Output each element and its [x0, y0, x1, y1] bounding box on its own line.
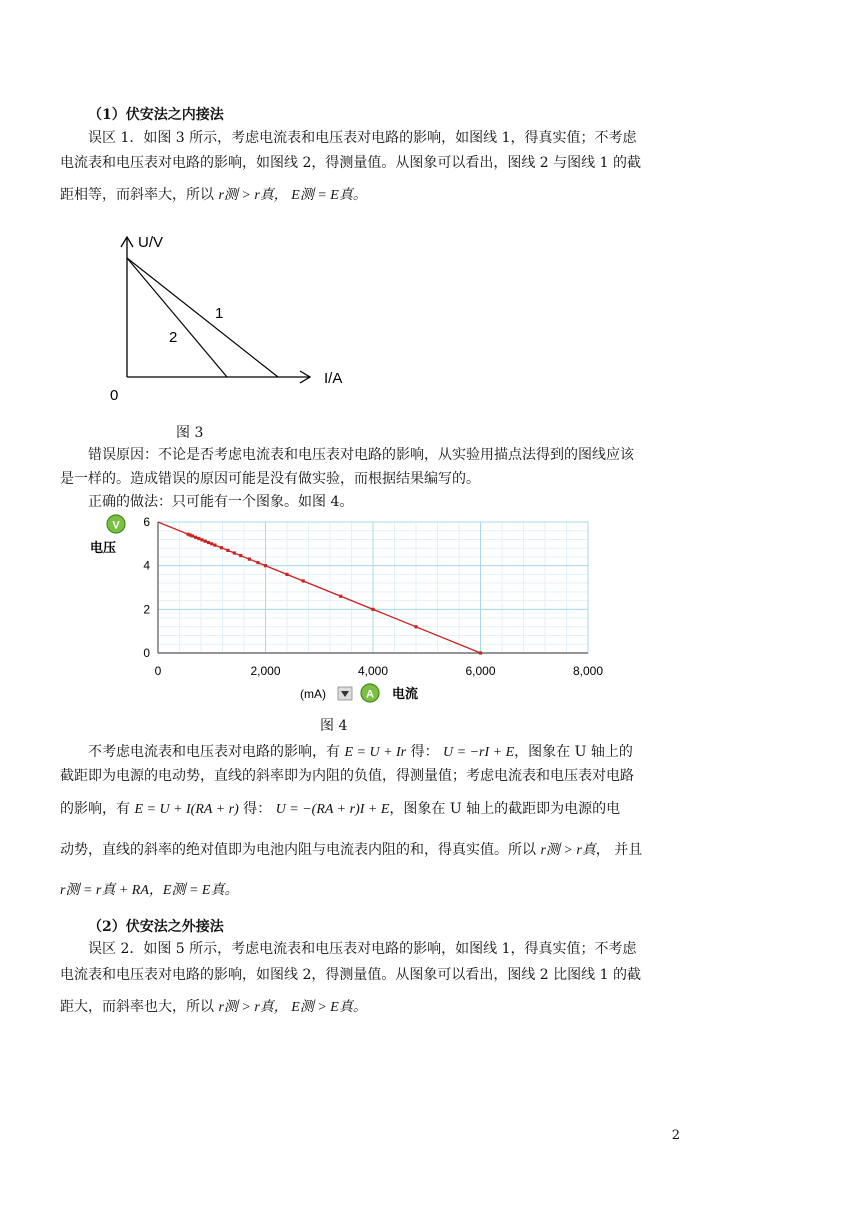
data-point — [256, 561, 259, 564]
data-point — [197, 537, 200, 540]
para2-d-end: ， 并且 — [595, 842, 643, 858]
y-tick-label: 0 — [143, 646, 150, 660]
fig4-x-unit: (mA) — [300, 687, 326, 701]
fig3-label-1: 1 — [215, 305, 224, 322]
data-point — [204, 540, 207, 543]
section1-line-b: 电流表和电压表对电路的影响，如图线 2，得测量值。从图象可以看出，图线 2 与图线 1 的截 — [60, 155, 641, 171]
data-point — [264, 564, 267, 567]
x-tick-label: 0 — [154, 664, 162, 678]
fig4-y-label: 电压 — [90, 540, 117, 555]
data-point — [371, 608, 374, 611]
x-tick-label: 2,000 — [250, 664, 281, 678]
fig4-grid — [158, 522, 588, 653]
data-point — [210, 542, 213, 545]
y-tick-label: 4 — [143, 558, 150, 573]
para2-a-end: ，图象在 U 轴上的 — [514, 744, 633, 760]
data-point — [285, 573, 288, 576]
svg-text:A: A — [366, 688, 374, 701]
para2-d-text: 动势，直线的斜率的绝对值即为电池内阻与电流表内阻的和，得真实值。所以 — [60, 842, 536, 858]
data-point — [233, 551, 236, 554]
data-point — [200, 538, 203, 541]
section2-heading: （2）伏安法之外接法 — [88, 919, 224, 935]
section2-line-c — [60, 995, 800, 1020]
x-tick-label: 8,000 — [572, 664, 604, 678]
section1-line-c-math: r测 > r真， E测 = E真。 — [218, 188, 367, 203]
fig4-caption: 图 4 — [320, 718, 348, 734]
para2-a-eq2: U = −rI + E — [443, 745, 515, 760]
unit-dropdown-button[interactable] — [338, 687, 352, 700]
figure-4 — [82, 510, 642, 710]
para2-line-c — [60, 797, 800, 822]
para2-c-mid: 得： — [243, 801, 272, 817]
data-point — [213, 544, 216, 547]
voltmeter-icon — [107, 515, 125, 533]
para2-e-eq: r测 = r真 + RA，E测 = E真。 — [60, 883, 239, 898]
section1-line-c — [60, 183, 800, 208]
section1-line-c-text: 距相等，而斜率大，所以 — [60, 187, 214, 203]
data-point — [339, 595, 342, 598]
error-reason-line-b: 是一样的。造成错误的原因可能是没有做实验，而根据结果编写的。 — [60, 471, 480, 487]
section2-line-a: 误区 2．如图 5 所示，考虑电流表和电压表对电路的影响，如图线 1，得真实值；不考虑 — [88, 941, 637, 957]
x-tick-label: 4,000 — [357, 664, 389, 678]
para2-c-eq2: U = −(RA + r)I + E — [275, 802, 390, 817]
section1-heading: （1）伏安法之内接法 — [88, 107, 224, 123]
data-point — [207, 541, 210, 544]
y-tick-label: 2 — [143, 602, 150, 617]
para2-c-end: ，图象在 U 轴上的截距即为电源的电 — [389, 801, 621, 817]
para2-c-text: 的影响，有 — [60, 801, 130, 817]
data-point — [220, 546, 223, 549]
fig3-caption: 图 3 — [176, 425, 204, 441]
para2-a-eq1: E = U + Ir — [344, 745, 407, 760]
para2-line-b: 截距即为电源的电动势，直线的斜率即为内阻的负值，得测量值；考虑电流表和电压表对电路 — [60, 768, 634, 784]
para2-d-eq: r测 > r真 — [540, 843, 596, 858]
correct-method: 正确的做法：只可能有一个图象。如图 4。 — [88, 494, 354, 510]
data-point — [414, 625, 417, 628]
fig3-line-2 — [127, 258, 227, 377]
page-number: 2 — [671, 1128, 680, 1143]
data-point — [239, 554, 242, 557]
y-tick-label: 6 — [143, 515, 150, 529]
para2-line-d — [60, 838, 800, 863]
para2-c-eq1: E = U + I(RA + r) — [134, 802, 239, 817]
para2-line-e — [60, 878, 800, 903]
fig3-y-label: U/V — [138, 234, 164, 251]
data-point — [302, 579, 305, 582]
figure-3 — [100, 225, 380, 405]
fig4-x-label: 电流 — [392, 686, 419, 701]
para2-a-text: 不考虑电流表和电压表对电路的影响，有 — [88, 744, 340, 760]
section2-line-c-text: 距大，而斜率也大，所以 — [60, 999, 214, 1015]
ammeter-icon — [361, 684, 379, 702]
para2-a-mid: 得： — [410, 744, 439, 760]
data-point — [248, 558, 251, 561]
fig3-x-label: I/A — [324, 370, 343, 387]
data-point — [479, 651, 482, 654]
fig3-origin: 0 — [110, 387, 119, 404]
section2-line-c-math: r测 > r真， E测 > E真。 — [218, 1000, 367, 1015]
error-reason-line-a: 错误原因：不论是否考虑电流表和电压表对电路的影响，从实验用描点法得到的图线应该 — [88, 447, 634, 463]
data-point — [191, 534, 194, 537]
para2-line-a — [60, 740, 800, 765]
section2-line-b: 电流表和电压表对电路的影响，如图线 2，得测量值。从图象可以看出，图线 2 比图线 1 的截 — [60, 967, 641, 983]
data-point — [226, 549, 229, 552]
data-point — [194, 536, 197, 539]
section1-line-a: 误区 1．如图 3 所示，考虑电流表和电压表对电路的影响，如图线 1，得真实值；不考虑 — [88, 130, 637, 146]
fig3-label-2: 2 — [169, 329, 178, 346]
fig3-line-1 — [127, 258, 278, 377]
x-tick-label: 6,000 — [465, 664, 496, 678]
svg-text:V: V — [112, 519, 120, 532]
